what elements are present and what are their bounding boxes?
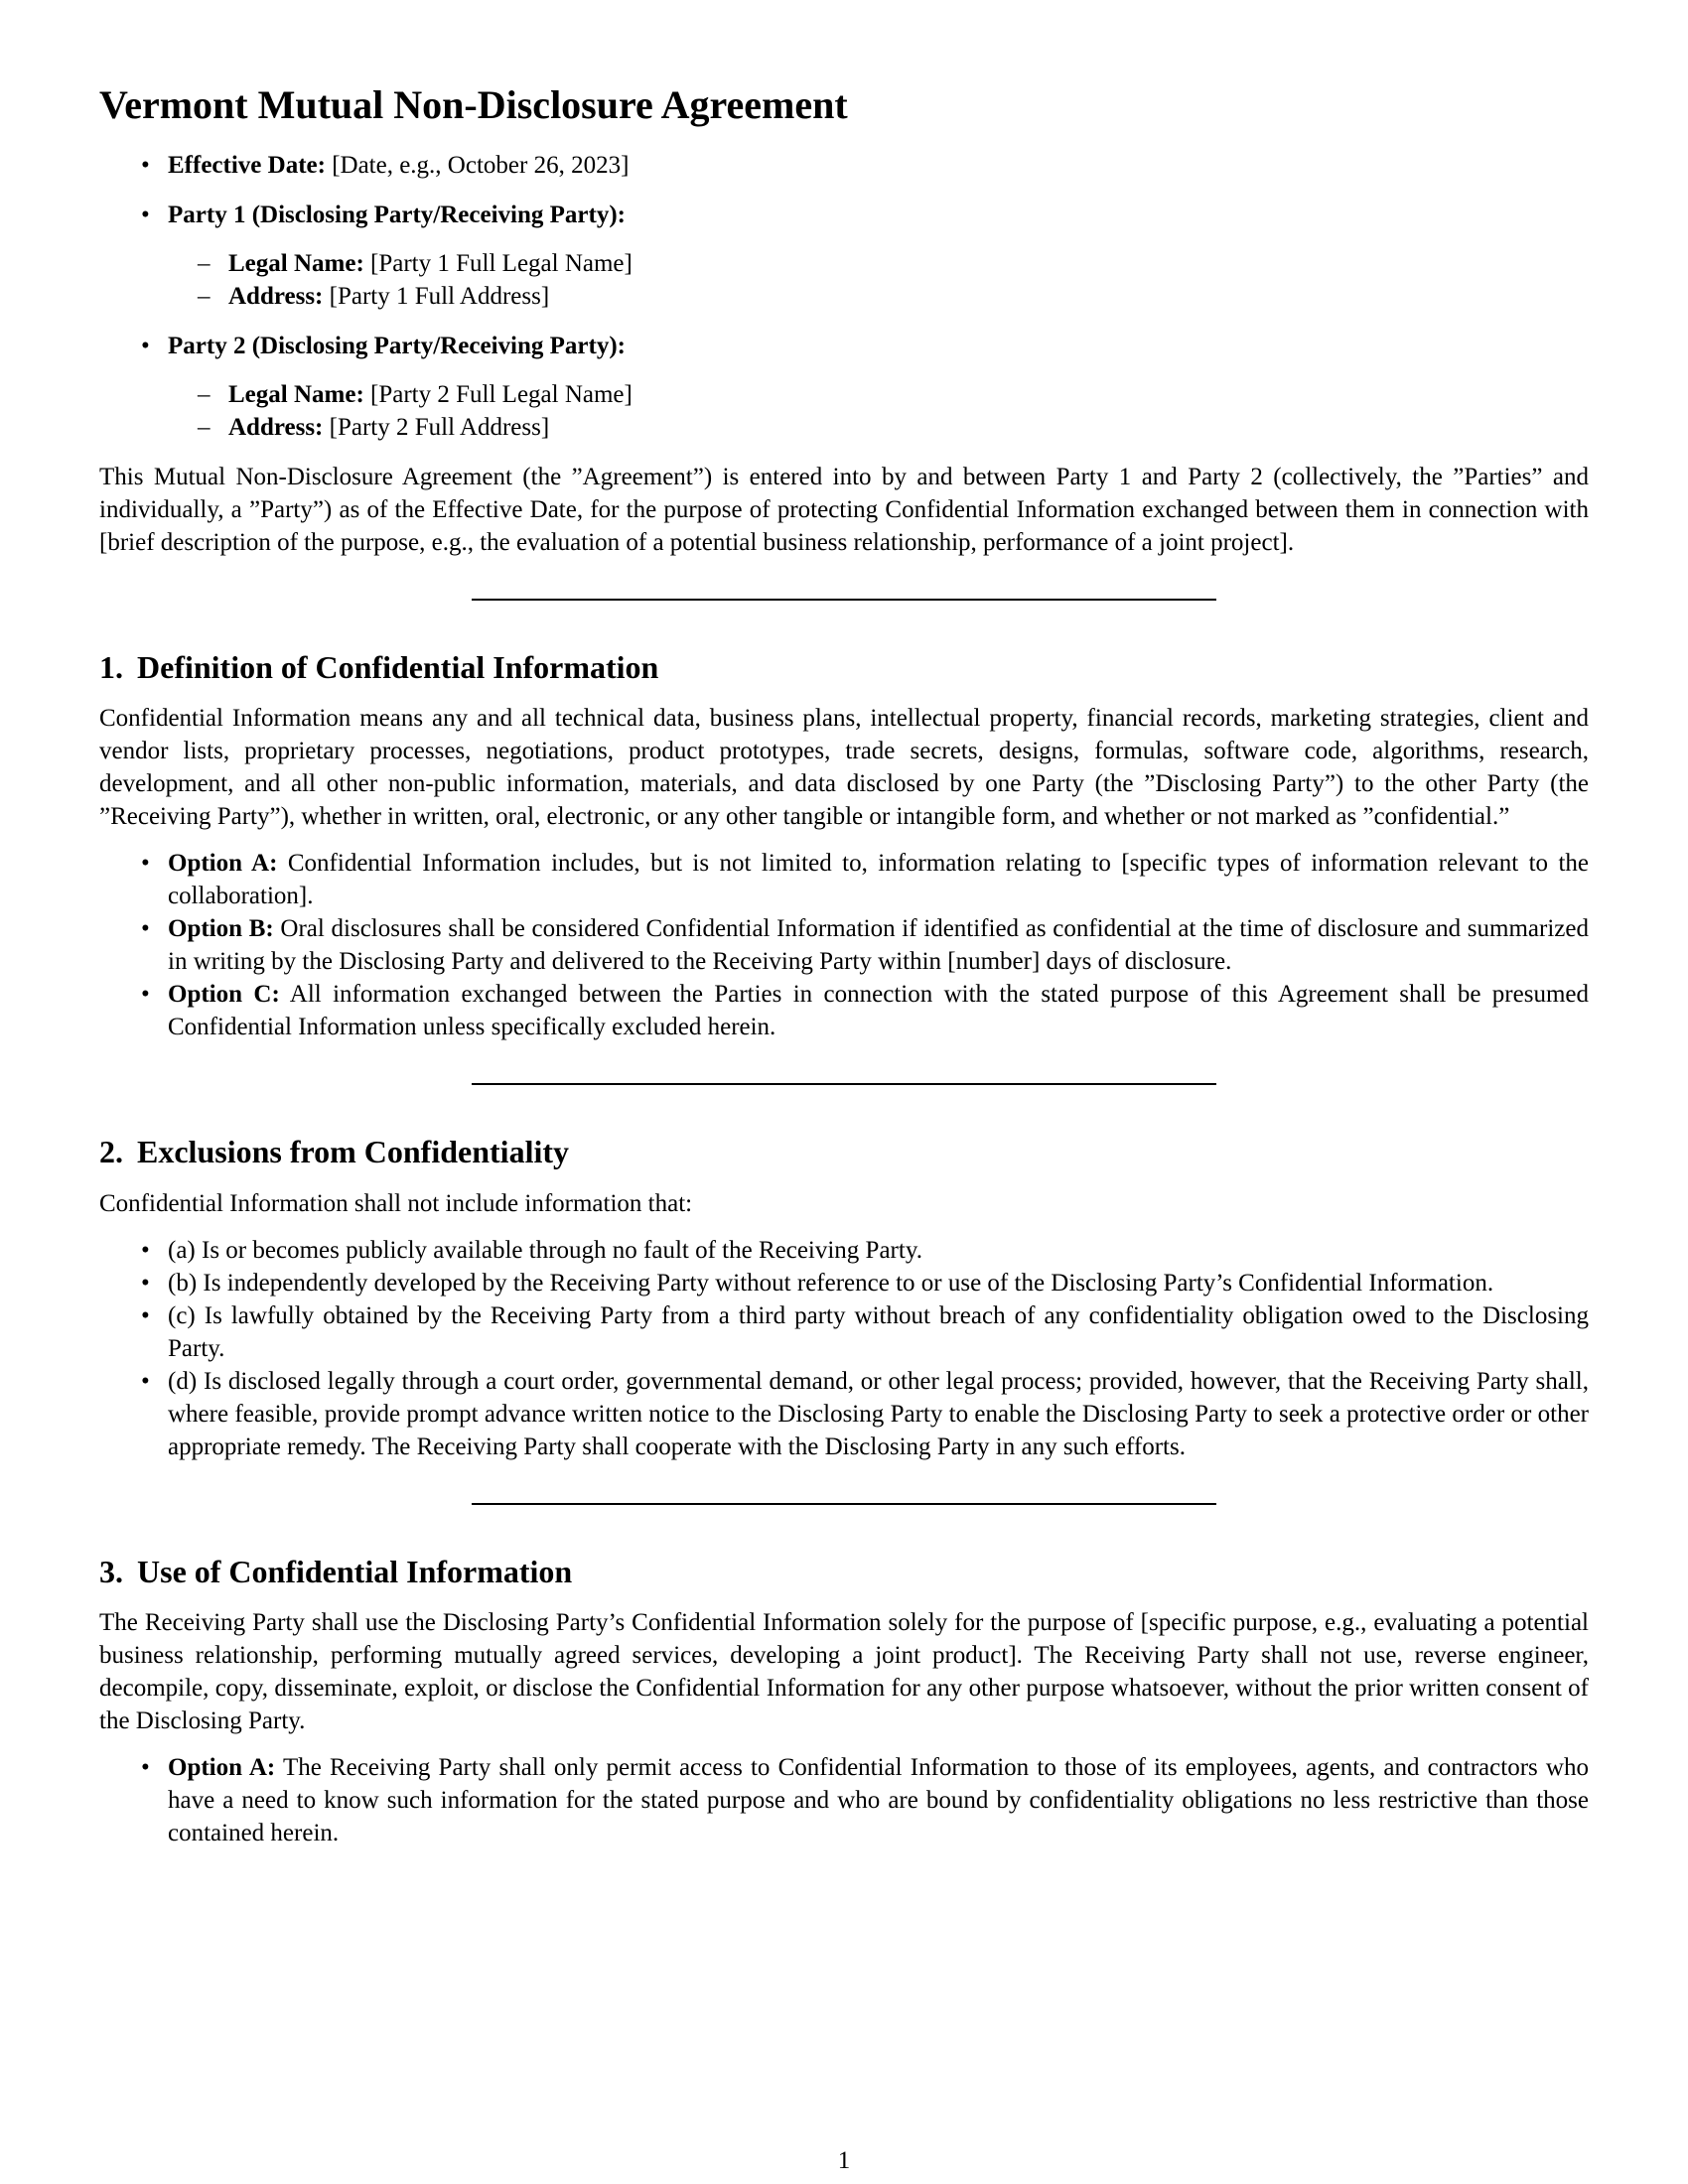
section-1-body: Confidential Information means any and all technical data, business plans, intellectual property, financial records, marketing strategies, client and vendor lists, proprietary processes, negotiations, product prototypes, trade secrets, designs, formulas, software code, algorithms, research, development, and all other non-public information, materials, and data disclosed by one Party (the ”Disclosing Party”) to the other Party (the ”Receiving Party”), whether in written, oral, electronic, or any other tangible or intangible form, and whether or not marked as ”confidential.” (99, 705, 1589, 831)
document-title: Vermont Mutual Non-Disclosure Agreement (99, 82, 848, 127)
page-number: 1 (837, 2147, 851, 2174)
party1-legal-name-label: Legal Name: (228, 250, 364, 277)
exclusion-item-a: • (a) Is or becomes publicly available through no fault of the Receiving Party. (99, 1234, 1589, 1267)
section-2-body: Confidential Information shall not include information that: (99, 1189, 693, 1217)
section-3-number: 3. (99, 1553, 123, 1589)
party2-address-value: [Party 2 Full Address] (329, 414, 550, 441)
option-text: Confidential Information includes, but is not limited to, information relating to [specific types of information relevant to the collaboration]. (168, 850, 1590, 910)
option-text: All information exchanged between the Parties in connection with the stated purpose of this Agreement shall be presumed Confidential Information unless specifically excluded herein. (168, 981, 1589, 1041)
option-text: The Receiving Party shall only permit access to Confidential Information to those of its employees, agents, and contractors who have a need to know such information for the stated purpose and who are bound by confidentiality obligations no less restrictive than those contained herein. (168, 1754, 1589, 1847)
party1-address (168, 280, 1589, 313)
exclusion-item-c: • (c) Is lawfully obtained by the Receiving Party from a third party without breach of any confidentiality obligation owed to the Disclosing Party. (99, 1299, 1589, 1365)
section-2-number: 2. (99, 1134, 123, 1170)
effective-date-item (99, 149, 1589, 182)
section-2-heading (99, 1133, 1589, 1170)
party-details-list (99, 149, 1589, 444)
section-1-number: 1. (99, 649, 123, 685)
party1-details (168, 247, 1589, 313)
option-label: Option A: (168, 850, 278, 878)
option-text: Oral disclosures shall be considered Confidential Information if identified as confidential at the time of disclosure and summarized in writing by the Disclosing Party and delivered to the Receiving Party within [number] days of disclosure. (168, 915, 1589, 976)
party1-item (99, 199, 1589, 313)
party2-label: Party 2 (Disclosing Party/Receiving Party): (168, 333, 626, 359)
party2-legal-name (168, 378, 1589, 411)
intro-paragraph: This Mutual Non-Disclosure Agreement (the ”Agreement”) is entered into by and between Party 1 and Party 2 (collectively, the ”Parties” and individually, a ”Party”) as of the Effective Date, for the purpose of protecting Confidential Information exchanged between them in connection with [brief description of the purpose, e.g., the evaluation of a potential business relationship, performance of a joint project]. (99, 464, 1589, 556)
party1-label: Party 1 (Disclosing Party/Receiving Party): (168, 202, 626, 228)
section-2-title: Exclusions from Confidentiality (137, 1134, 569, 1170)
section-3-options (99, 1751, 1589, 1849)
exclusion-item-d: • (d) Is disclosed legally through a court order, governmental demand, or other legal process; provided, however, that the Receiving Party shall, where feasible, provide prompt advance written notice to the Disclosing Party to enable the Disclosing Party to seek a protective order or other appropriate remedy. The Receiving Party shall cooperate with the Disclosing Party in any such efforts. (99, 1365, 1589, 1463)
party1-legal-name (168, 247, 1589, 280)
effective-date-value: [Date, e.g., October 26, 2023] (332, 152, 630, 179)
party2-address (168, 411, 1589, 444)
section-1-option-c (99, 978, 1589, 1043)
section-3-heading (99, 1553, 1589, 1590)
party1-legal-name-value: [Party 1 Full Legal Name] (370, 250, 633, 277)
section-1-option-b (99, 912, 1589, 978)
party2-details (168, 378, 1589, 444)
party1-address-value: [Party 1 Full Address] (329, 283, 550, 310)
section-3-title: Use of Confidential Information (137, 1553, 573, 1589)
section-divider (472, 1083, 1216, 1085)
party1-address-label: Address: (228, 283, 324, 310)
section-divider (472, 1503, 1216, 1505)
effective-date-label: Effective Date: (168, 152, 326, 179)
section-1-option-a (99, 847, 1589, 912)
party2-legal-name-value: [Party 2 Full Legal Name] (370, 381, 633, 408)
section-divider (472, 599, 1216, 601)
option-label: Option A: (168, 1754, 276, 1782)
option-label: Option C: (168, 981, 280, 1009)
party2-item (99, 330, 1589, 444)
exclusion-item-b: • (b) Is independently developed by the Receiving Party without reference to or use of the Disclosing Party’s Confidential Information. (99, 1267, 1589, 1299)
section-1-heading (99, 648, 1589, 686)
party2-legal-name-label: Legal Name: (228, 381, 364, 408)
option-label: Option B: (168, 915, 274, 943)
section-1-options (99, 847, 1589, 1043)
party2-address-label: Address: (228, 414, 324, 441)
section-3-option-a (99, 1751, 1589, 1849)
section-3-body: The Receiving Party shall use the Disclosing Party’s Confidential Information solely for the purpose of [specific purpose, e.g., evaluating a potential business relationship, performing mutually agreed services, developing a joint product]. The Receiving Party shall not use, reverse engineer, decompile, copy, disseminate, exploit, or disclose the Confidential Information for any other purpose whatsoever, without the prior written consent of the Disclosing Party. (99, 1609, 1589, 1735)
document-page (99, 81, 1589, 1849)
section-1-title: Definition of Confidential Information (137, 649, 659, 685)
section-2-exclusions (99, 1234, 1589, 1463)
